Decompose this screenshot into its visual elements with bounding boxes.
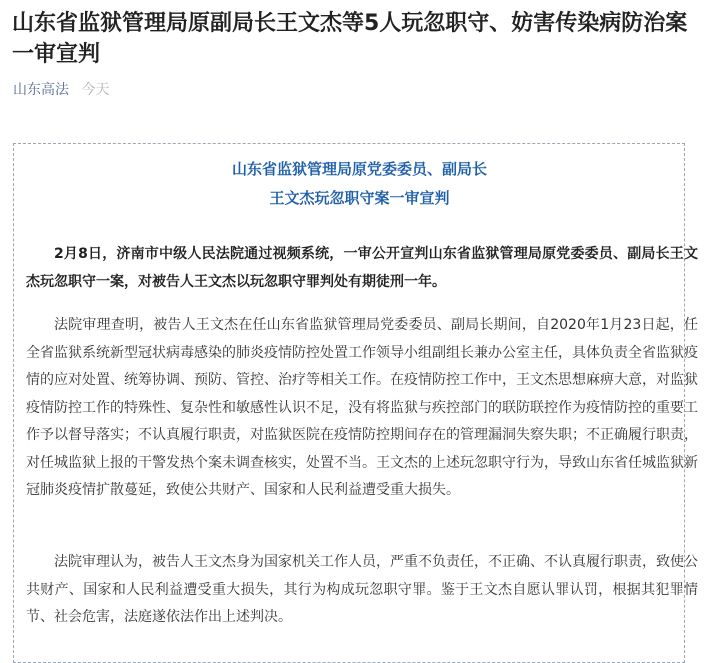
paragraph-findings: 法院审理查明，被告人王文杰在任山东省监狱管理局党委委员、副局长期间，自2020年1月23日起，任全省监狱系统新型冠状病毒感染的肺炎疫情防控处置工作领导小组副组长兼办公室主任，具体负责全省监狱疫情的应对处置、统筹协调、预防、管控、治疗等相关工作。在疫情防控工作中，王文杰思想麻痹大意，对监狱疫情防控工作的特殊性、复杂性和敏感性认识不足，没有将监狱与疾控部门的联防联控作为疫情防控的重要工作予以督导落实；不认真履行职责，对监狱医院在疫情防控期间存在的管理漏洞失察失职；不正确履行职责，对任城监狱上报的干警发热个案未调查核实，处置不当。王文杰的上述玩忽职守行为，导致山东省任城监狱新冠肺炎疫情扩散蔓延，致使公共财产、国家和人民利益遭受重大损失。 [26,317,698,498]
section-heading-line1: 山东省监狱管理局原党委委员、副局长 [231,160,487,178]
account-name-link[interactable]: 山东高法 [13,82,69,98]
publish-date: 今天 [81,82,110,98]
article-title: 山东省监狱管理局原副局长王文杰等5人玩忽职守、妨害传染病防治案一审宣判 [12,11,688,67]
section-heading-line2: 王文杰玩忽职守案一审宣判 [269,189,450,207]
paragraph-verdict: 2月8日，济南市中级人民法院通过视频系统，一审公开宣判山东省监狱管理局原党委委员、副局长王文杰玩忽职守一案，对被告人王文杰以玩忽职守罪判处有期徒刑一年。 [26,246,698,290]
paragraph-reasoning: 法院审理认为，被告人王文杰身为国家机关工作人员，严重不负责任，不正确、不认真履行职责，致使公共财产、国家和人民利益遭受重大损失，其行为构成玩忽职守罪。鉴于王文杰自愿认罪认罚，根据其犯罪情节、社会危害，法庭遂依法作出上述判决。 [26,554,698,625]
article-meta [13,80,109,100]
